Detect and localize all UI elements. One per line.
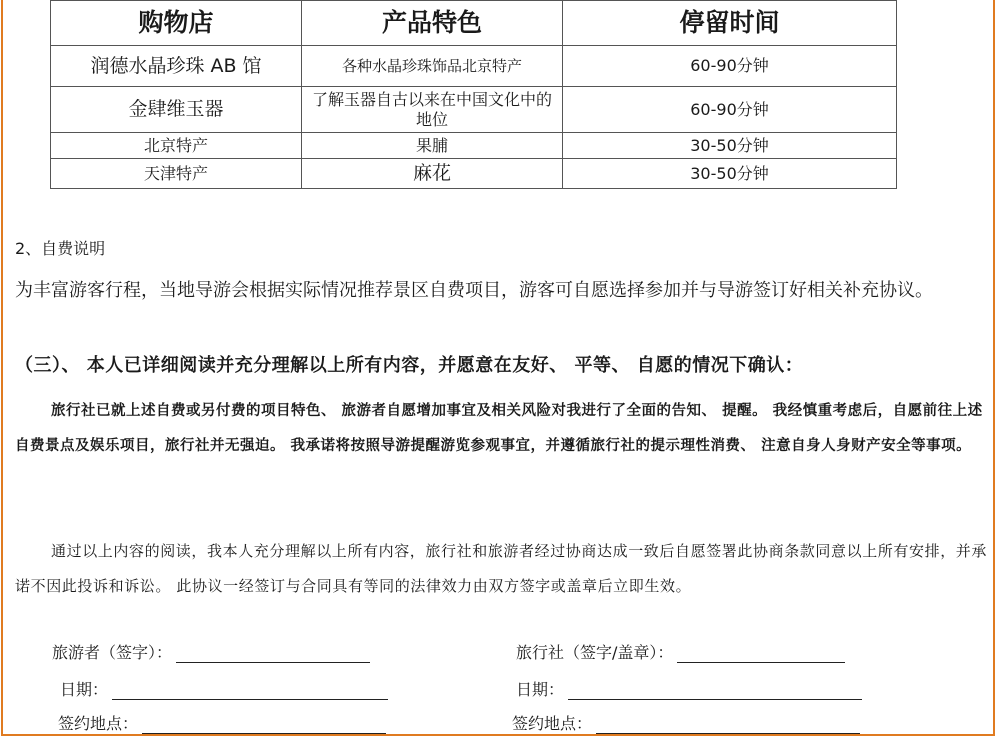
place-right-line[interactable] (596, 715, 860, 734)
tourist-sign-label: 旅游者（签字）： (52, 643, 173, 662)
shop-feature: 了解玉器自古以来在中国文化中的地位 (302, 87, 563, 133)
place-left-line[interactable] (142, 715, 386, 734)
section3-title: （三）、 本人已详细阅读并充分理解以上所有内容，并愿意在友好、 平等、 自愿的情况下确认： (15, 355, 804, 376)
agreement-body: 通过以上内容的阅读，我本人充分理解以上所有内容，旅行社和旅游者经过协商达成一致后自愿签署此协商条款同意以上所有安排，并承诺不因此投诉和诉讼。 此协议一经签订与合同具有等同的法律效力由双方签字或盖章后立即生效。 (15, 542, 988, 595)
section3-body: 旅行社已就上述自费或另付费的项目特色、 旅游者自愿增加事宜及相关风险对我进行了全面的告知、 提醒。 我经慎重考虑后，自愿前往上述自费景点及娱乐项目，旅行社并无强迫。 我承诺将按照导游提醒游览参观事宜，并遵循旅行社的提示理性消费、 注意自身人身财产安全等事项。 (15, 403, 983, 454)
table-row (51, 159, 897, 189)
tourist-sign-line[interactable] (176, 644, 370, 663)
date-left-label: 日期： (60, 680, 109, 699)
header-feature: 产品特色 (302, 1, 563, 46)
agency-sign-label: 旅行社（签字/盖章）： (516, 643, 674, 662)
header-duration: 停留时间 (563, 1, 897, 46)
shop-name: 天津特产 (51, 159, 302, 189)
table-header-row (51, 1, 897, 46)
agency-sign-field (516, 640, 845, 663)
header-shop: 购物店 (51, 1, 302, 46)
shop-duration: 60-90分钟 (563, 87, 897, 133)
place-left-field (58, 711, 386, 734)
place-right-field (512, 711, 860, 734)
table-row (51, 133, 897, 159)
shop-duration: 60-90分钟 (563, 46, 897, 87)
place-right-label: 签约地点： (512, 714, 593, 733)
shop-duration: 30-50分钟 (563, 133, 897, 159)
shop-name: 金肆维玉器 (51, 87, 302, 133)
shop-feature: 麻花 (302, 159, 563, 189)
shop-name: 北京特产 (51, 133, 302, 159)
shopping-table (50, 0, 897, 189)
tourist-sign-field (52, 640, 370, 663)
shop-feature: 果脯 (302, 133, 563, 159)
date-right-field (516, 677, 862, 700)
date-left-field (60, 677, 388, 700)
date-right-label: 日期： (516, 680, 565, 699)
shop-name: 润德水晶珍珠 AB 馆 (51, 46, 302, 87)
agency-sign-line[interactable] (677, 644, 845, 663)
shop-duration: 30-50分钟 (563, 159, 897, 189)
table-row (51, 46, 897, 87)
date-left-line[interactable] (112, 681, 388, 700)
section2-title: 2、自费说明 (15, 239, 106, 258)
section2-body: 为丰富游客行程，当地导游会根据实际情况推荐景区自费项目，游客可自愿选择参加并与导游签订好相关补充协议。 (15, 280, 933, 301)
date-right-line[interactable] (568, 681, 862, 700)
place-left-label: 签约地点： (58, 714, 139, 733)
table-row (51, 87, 897, 133)
shop-feature: 各种水晶珍珠饰品北京特产 (302, 46, 563, 87)
